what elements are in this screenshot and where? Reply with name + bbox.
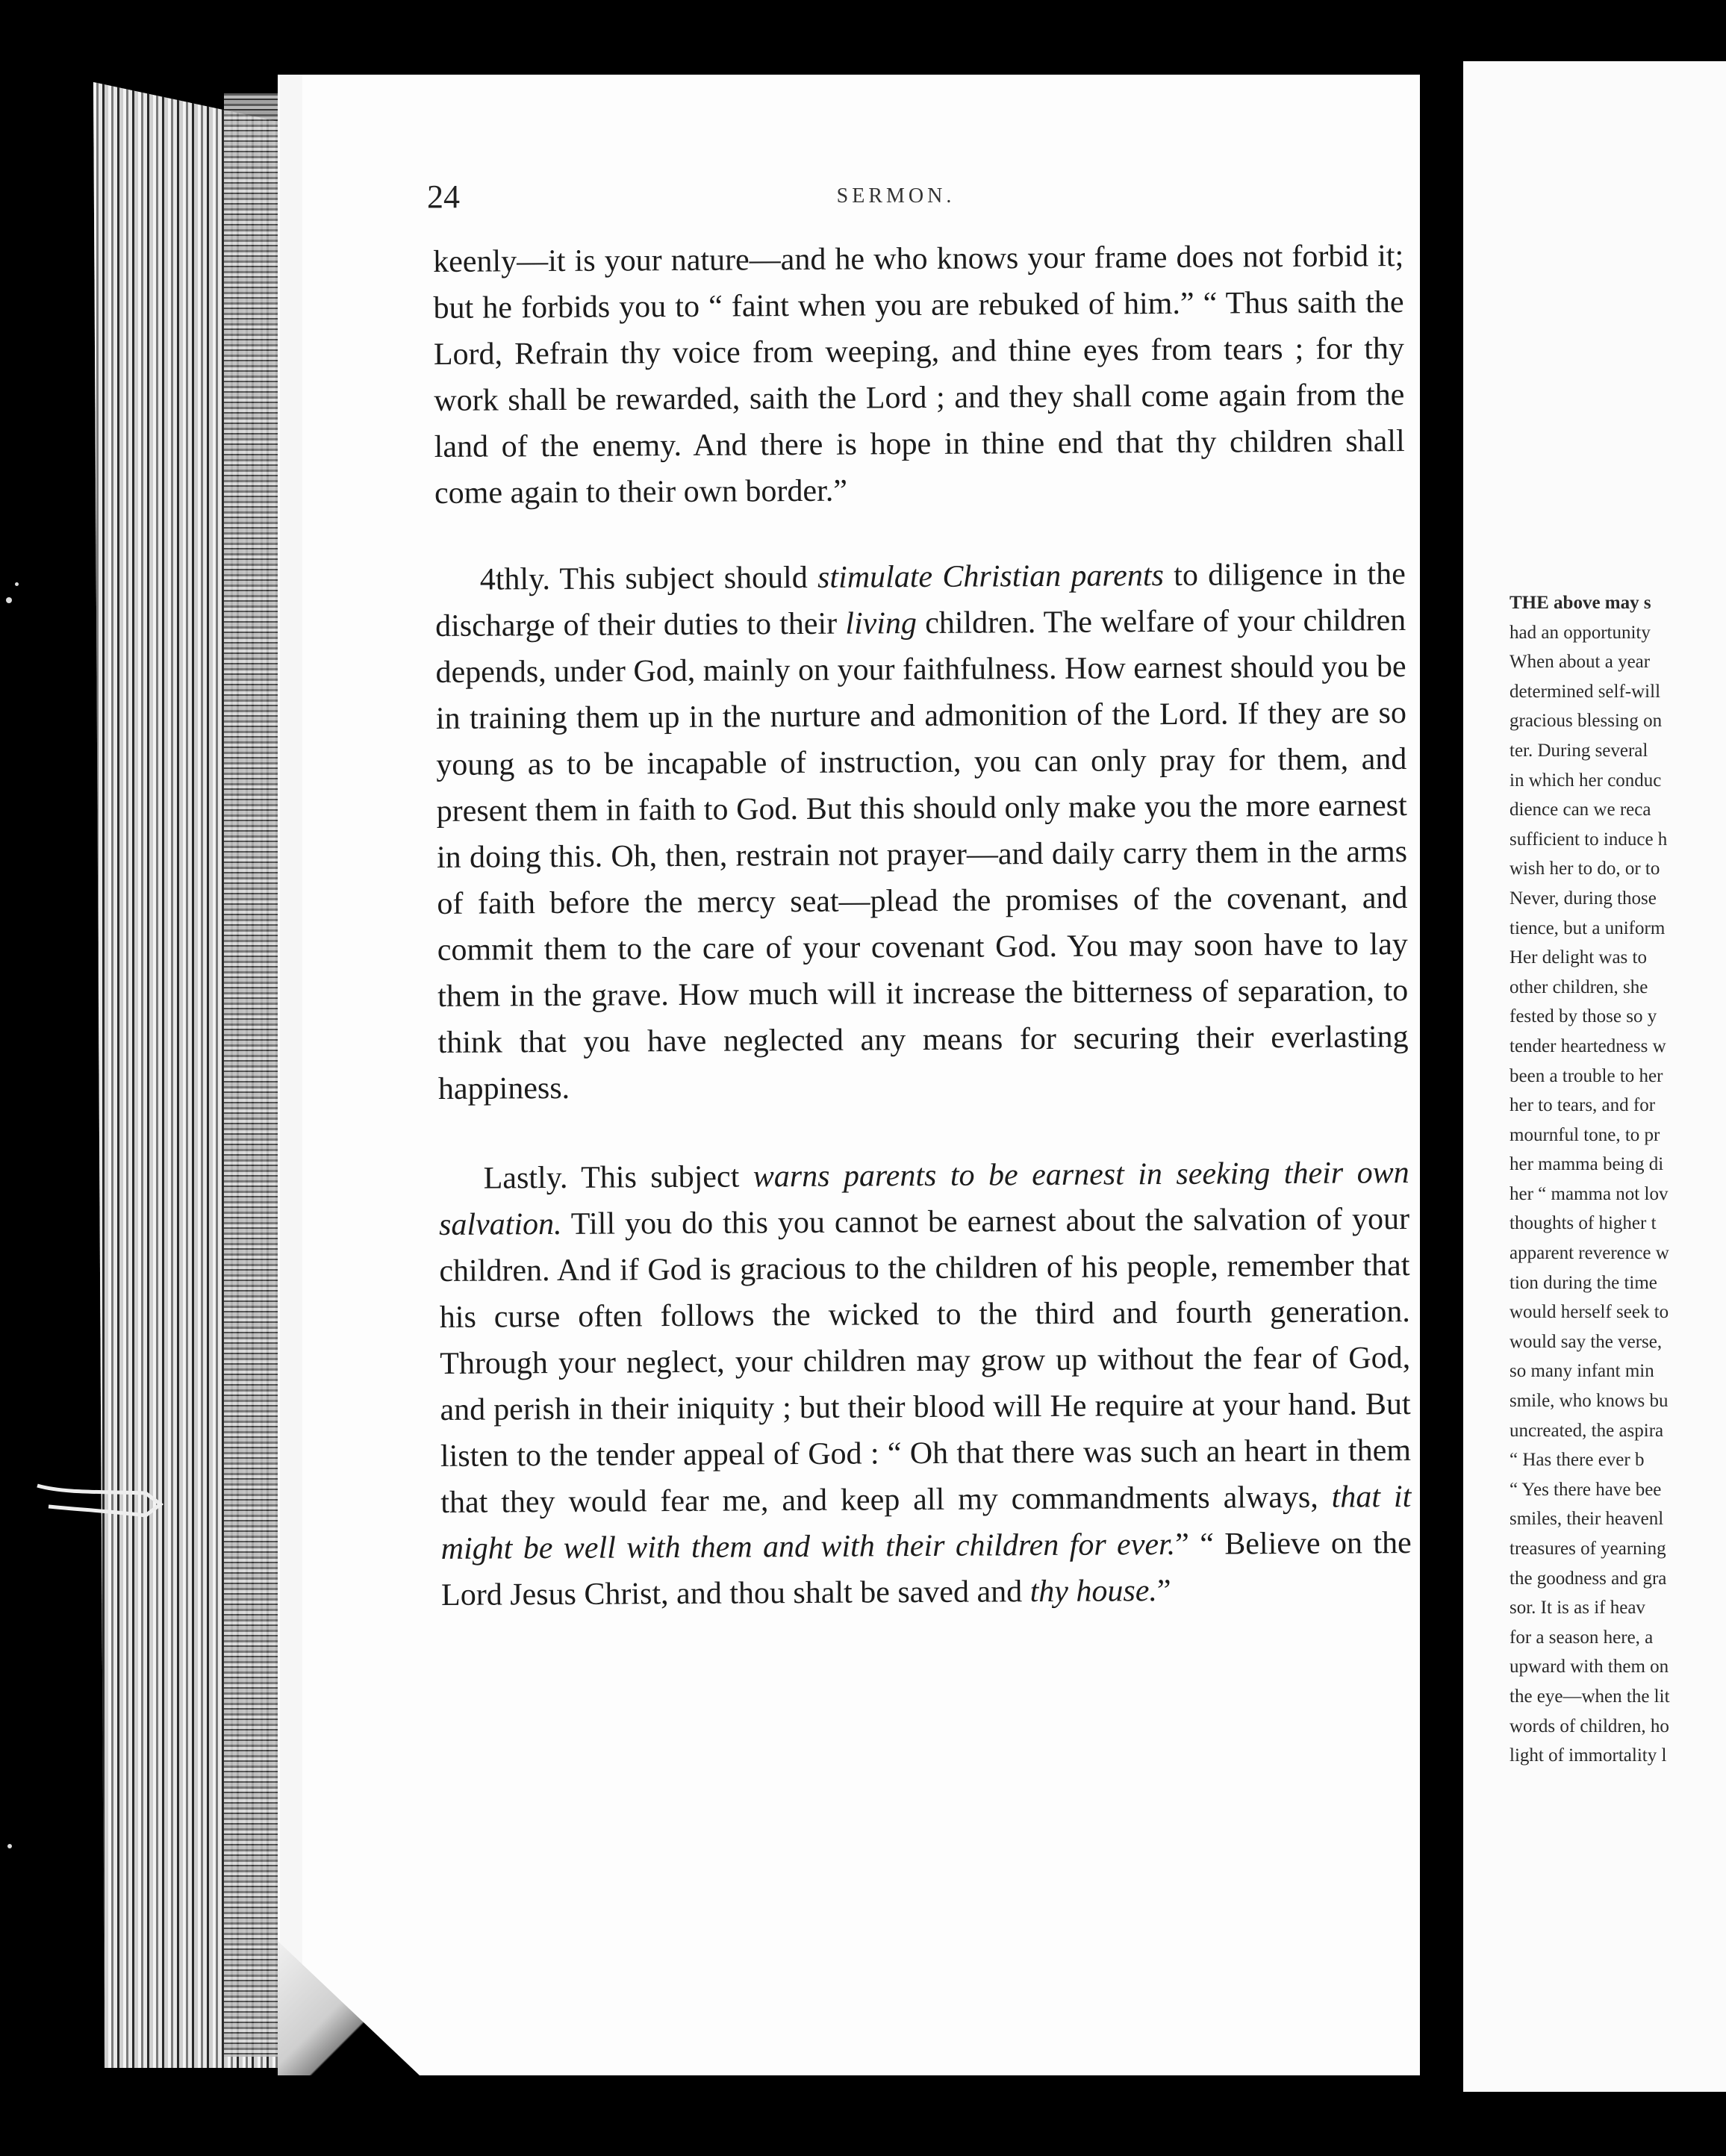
right-page-line: sor. It is as if heav bbox=[1510, 1598, 1645, 1618]
text-run: children. The welfare of your children depends, under God, mainly on your faithfulness. How earnest should you be in training them up in the nurture and admonition of the Lord. If they are so young as to be incapable of instruction, you can only pray for them, and present them in faith to God. But this should only make you the more earnest in doing this. Oh, then, restrain not prayer—and daily carry them in the arms of faith before the mercy seat—plead the promises of the covenant, and commit them to the care of your covenant God. You may soon have to lay them in the grave. How much will it increase the bitterness of separation, to think that you have neglected any means for securing their everlasting happiness. bbox=[435, 603, 1409, 1106]
right-page-line: dience can we reca bbox=[1510, 800, 1651, 820]
text-run: ” bbox=[1156, 1573, 1171, 1609]
right-page-line: sufficient to induce h bbox=[1510, 829, 1668, 850]
right-page-line: smile, who knows bu bbox=[1510, 1391, 1669, 1412]
right-page-line: for a season here, a bbox=[1510, 1627, 1654, 1648]
right-page-line: “ Yes there have bee bbox=[1510, 1479, 1662, 1500]
paragraph-continued bbox=[433, 233, 1405, 517]
right-page-line: tion during the time bbox=[1510, 1272, 1657, 1293]
right-page-line: Never, during those bbox=[1510, 888, 1657, 909]
italic-run: that it might be well with them and with their children for ever. bbox=[440, 1480, 1412, 1566]
right-page-line: so many infant min bbox=[1510, 1361, 1654, 1382]
margin-arrow-mark bbox=[34, 1471, 168, 1523]
right-page-line: fested by those so y bbox=[1510, 1006, 1657, 1027]
right-page-line: would say the verse, bbox=[1510, 1331, 1663, 1352]
right-page-line: smiles, their heavenl bbox=[1510, 1509, 1664, 1530]
margin-speck bbox=[6, 597, 12, 603]
right-page-line: her mamma being di bbox=[1510, 1154, 1664, 1175]
margin-speck bbox=[7, 1844, 12, 1848]
right-page-line: the goodness and gra bbox=[1510, 1568, 1667, 1589]
italic-run: warns parents to be earnest in seeking their own salvation. bbox=[438, 1156, 1409, 1242]
right-page-line: thoughts of higher t bbox=[1510, 1213, 1657, 1234]
margin-speck bbox=[15, 582, 19, 586]
right-page-line: ter. During several bbox=[1510, 740, 1648, 761]
gutter-margin bbox=[280, 75, 302, 2075]
text-run: Till you do this you cannot be earnest about the salvation of your children. And if God is gracious to the children of his people, remember that his curse often follows the wicked to the third and fourth generation. Through your neglect, your children may grow up without the fear of God, and perish in their iniquity ; but their blood will He require at your hand. But listen to the tender appeal of God : “ Oh that there was such an heart in them that they would fear me, and keep all my commandments always, bbox=[439, 1202, 1412, 1520]
italic-run: living bbox=[845, 606, 917, 641]
right-page-line: would herself seek to bbox=[1510, 1302, 1669, 1323]
right-page-line: “ Has there ever b bbox=[1510, 1450, 1645, 1471]
paragraph-fourthly bbox=[435, 551, 1409, 1112]
right-page-line: tender heartedness w bbox=[1510, 1035, 1666, 1056]
right-page-line: in which her conduc bbox=[1510, 770, 1662, 791]
right-page-line: Her delight was to bbox=[1510, 947, 1647, 968]
right-page-line: uncreated, the aspira bbox=[1510, 1420, 1664, 1441]
right-page-line: light of immortality l bbox=[1510, 1745, 1667, 1766]
text-run: Lastly. This subject bbox=[483, 1159, 753, 1196]
right-page-line: apparent reverence w bbox=[1510, 1243, 1669, 1264]
text-run: to diligence in the discharge of their duties to their bbox=[435, 557, 1406, 644]
right-page-line: the eye—when the lit bbox=[1510, 1686, 1670, 1707]
right-page-line: determined self-will bbox=[1510, 681, 1661, 702]
right-page-line: mournful tone, to pr bbox=[1510, 1124, 1660, 1145]
paragraph-lastly bbox=[439, 1150, 1412, 1618]
right-page-text bbox=[1510, 588, 1726, 1771]
italic-run: stimulate Christian parents bbox=[817, 558, 1165, 595]
right-page-line: wish her to do, or to bbox=[1510, 859, 1660, 879]
right-page-line: her to tears, and for bbox=[1510, 1095, 1656, 1116]
text-run: 4thly. This subject should bbox=[479, 560, 818, 597]
italic-run: thy house. bbox=[1029, 1574, 1158, 1610]
right-page-line: upward with them on bbox=[1510, 1657, 1669, 1677]
right-page-line: treasures of yearning bbox=[1510, 1539, 1666, 1559]
right-page-line: been a trouble to her bbox=[1510, 1065, 1663, 1086]
right-page-line: When about a year bbox=[1510, 652, 1651, 673]
right-page-line: tience, but a uniform bbox=[1510, 917, 1666, 938]
running-head: SERMON. bbox=[836, 184, 956, 208]
right-page-line: other children, she bbox=[1510, 976, 1648, 997]
book-page-edges bbox=[224, 93, 280, 2057]
right-page-line: gracious blessing on bbox=[1510, 711, 1663, 732]
right-page-line: had an opportunity bbox=[1510, 622, 1651, 643]
right-page-line: THE above may s bbox=[1510, 593, 1651, 613]
right-page-line: her “ mamma not lov bbox=[1510, 1183, 1669, 1204]
text-run: ” “ Believe on the Lord Jesus Christ, and thou shalt be saved and bbox=[440, 1526, 1412, 1613]
text-run: keenly—it is your nature—and he who knows your frame does not forbid it; but he forbids you to “ faint when you are rebuked of him.” “ Thus saith the Lord, Refrain thy voice from weeping, and thine eyes from tears ; for thy work shall be rewarded, saith the Lord ; and they shall come again from the land of the enemy. And there is hope in thine end that thy children shall come again to their own border.” bbox=[433, 239, 1405, 511]
right-page-line: words of children, ho bbox=[1510, 1716, 1669, 1736]
page-body bbox=[433, 233, 1412, 1618]
page-number: 24 bbox=[427, 178, 460, 215]
